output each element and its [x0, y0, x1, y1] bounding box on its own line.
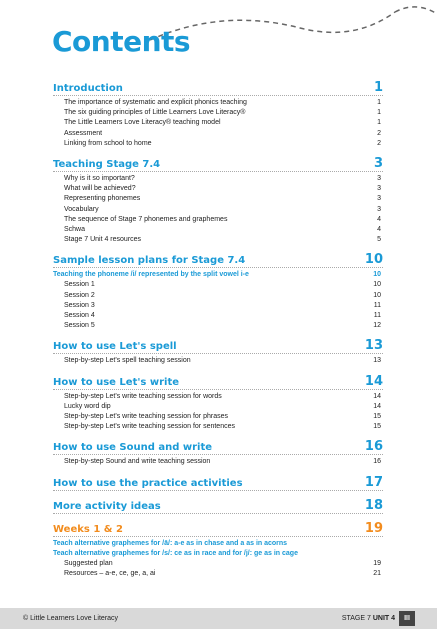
toc-entry-page: 3 [377, 195, 381, 203]
toc-entry-page: 12 [373, 322, 381, 330]
toc-entry[interactable] [53, 98, 383, 108]
toc-entry-text: What will be achieved? [64, 185, 136, 193]
toc-entry-page: 3 [377, 174, 381, 182]
toc-entry[interactable] [53, 291, 383, 301]
toc-entry-text: Session 2 [64, 291, 95, 299]
toc-entry[interactable] [53, 280, 383, 290]
toc-entry[interactable] [53, 412, 383, 422]
toc-section-heading[interactable] [53, 252, 383, 268]
toc-entry-text: Step-by-step Let's write teaching session for phrases [64, 412, 228, 420]
toc-section [53, 374, 383, 433]
toc-section-page: 17 [364, 474, 383, 490]
toc-entry[interactable] [53, 205, 383, 215]
toc-entry[interactable] [53, 139, 383, 149]
toc-entry-text: Linking from school to home [64, 139, 152, 147]
toc-entry-page: 11 [373, 312, 381, 319]
toc-section-title: How to use Let's spell [53, 341, 177, 353]
toc-entry-page: 2 [377, 129, 381, 137]
toc-entry-page: 3 [377, 185, 381, 193]
table-of-contents [53, 80, 383, 586]
toc-entry-text: Stage 7 Unit 4 resources [64, 236, 142, 244]
toc-section-heading[interactable] [53, 475, 383, 491]
toc-entry[interactable] [53, 457, 383, 467]
toc-section [53, 80, 383, 149]
toc-entry-text: Lucky word dip [64, 402, 111, 410]
toc-section-title: How to use the practice activities [53, 477, 243, 489]
toc-entry-text: Suggested plan [64, 559, 113, 567]
toc-section [53, 521, 383, 580]
toc-entry-page: 15 [373, 412, 381, 420]
toc-entry-text: Session 3 [64, 301, 95, 309]
toc-section [53, 252, 383, 331]
toc-section-heading[interactable] [53, 439, 383, 455]
toc-entry-text: Resources – a-e, ce, ge, a, ai [64, 570, 156, 578]
toc-entry-page: 2 [377, 139, 381, 147]
toc-entry[interactable] [53, 194, 383, 204]
toc-section-heading[interactable] [53, 521, 383, 537]
toc-entry-text: The importance of systematic and explicit phonics teaching [64, 99, 247, 106]
toc-entry[interactable] [53, 108, 383, 118]
toc-entry-page: 10 [373, 271, 381, 279]
toc-entry-page: 10 [373, 291, 381, 299]
toc-section-heading[interactable] [53, 338, 383, 354]
toc-entry[interactable] [53, 539, 383, 549]
toc-entry[interactable] [53, 235, 383, 245]
toc-section-heading[interactable] [53, 156, 383, 172]
toc-section-title: Weeks 1 & 2 [53, 523, 123, 535]
toc-section-title: Introduction [53, 83, 123, 94]
toc-entry[interactable] [53, 549, 383, 559]
footer-unit: UNIT 4 [372, 615, 395, 622]
footer-copyright: © Little Learners Love Literacy [23, 615, 119, 622]
toc-section-page: 10 [364, 252, 383, 268]
toc-entry-page: 1 [377, 119, 381, 127]
toc-entry-text: The sequence of Stage 7 phonemes and graphemes [64, 215, 228, 223]
footer-page-number: III [399, 611, 415, 626]
toc-entry[interactable] [53, 174, 383, 184]
toc-entry[interactable] [53, 422, 383, 432]
toc-entry-text: Representing phonemes [64, 195, 141, 203]
toc-section-page: 19 [364, 520, 383, 536]
toc-section-heading[interactable] [53, 80, 383, 96]
toc-entry-page: 4 [377, 215, 381, 223]
toc-entry-page: 14 [373, 392, 381, 400]
toc-entry[interactable] [53, 356, 383, 366]
toc-section [53, 475, 383, 491]
toc-section-heading[interactable] [53, 498, 383, 514]
toc-entry[interactable] [53, 225, 383, 235]
toc-entry[interactable] [53, 559, 383, 569]
toc-entry[interactable] [53, 321, 383, 331]
toc-entry-page: 15 [373, 423, 381, 431]
toc-entry-page: 21 [373, 570, 381, 578]
toc-entry-text: Step-by-step Sound and write teaching session [64, 458, 211, 466]
toc-entry[interactable] [53, 311, 383, 321]
toc-section [53, 338, 383, 366]
toc-entry-page: 3 [377, 205, 381, 213]
toc-section-heading[interactable] [53, 374, 383, 390]
toc-entry[interactable] [53, 215, 383, 225]
toc-entry-text: Step-by-step Let's spell teaching session [64, 357, 191, 365]
toc-entry-page: 14 [373, 402, 381, 410]
toc-entry[interactable] [53, 118, 383, 128]
toc-entry-page [381, 539, 383, 549]
toc-entry-page: 10 [373, 281, 381, 289]
toc-section-title: Sample lesson plans for Stage 7.4 [53, 255, 246, 267]
toc-section-page: 18 [364, 497, 383, 513]
toc-entry-text: Teaching the phoneme /i/ represented by the split vowel i-e [53, 271, 249, 279]
toc-entry-text: Schwa [64, 225, 86, 233]
toc-section-title: How to use Sound and write [53, 442, 213, 454]
toc-entry[interactable] [53, 402, 383, 412]
toc-entry-page: 19 [373, 559, 381, 567]
toc-section-title: More activity ideas [53, 500, 161, 512]
toc-entry-text: Session 5 [64, 322, 95, 330]
toc-entry[interactable] [53, 184, 383, 194]
page-title: Contents [52, 25, 191, 58]
toc-entry-page: 13 [373, 357, 381, 365]
toc-entry-text: Vocabulary [64, 205, 99, 213]
toc-entry-text: Step-by-step Let's write teaching session for sentences [64, 423, 235, 431]
toc-entry[interactable] [53, 270, 383, 280]
footer-stage-unit [342, 615, 395, 622]
toc-entry-text: Assessment [64, 129, 103, 137]
toc-section [53, 498, 383, 514]
toc-entry-text: Session 1 [64, 281, 95, 289]
toc-section-page: 1 [373, 80, 383, 95]
toc-section [53, 439, 383, 467]
toc-entry-page: 1 [377, 109, 381, 117]
toc-section [53, 156, 383, 245]
toc-entry[interactable] [53, 301, 383, 311]
toc-section-page: 3 [373, 155, 383, 171]
toc-entry-text: The Little Learners Love Literacy® teaching model [64, 119, 221, 127]
toc-entry-text: The six guiding principles of Little Learners Love Literacy® [64, 109, 246, 117]
toc-entry-page: 11 [373, 301, 381, 309]
toc-entry-page [381, 549, 383, 559]
toc-entry[interactable] [53, 129, 383, 139]
toc-entry-page: 5 [377, 236, 381, 244]
toc-entry-text: Why is it so important? [64, 174, 135, 182]
toc-entry-text: Session 4 [64, 312, 95, 319]
toc-entry-text: Step-by-step Let's write teaching session for words [64, 392, 222, 400]
footer-stage: STAGE 7 [341, 615, 371, 622]
toc-section-page: 14 [364, 373, 383, 389]
toc-section-title: How to use Let's write [53, 376, 180, 388]
toc-section-title: Teaching Stage 7.4 [53, 158, 161, 170]
toc-entry-page: 16 [373, 458, 381, 466]
toc-entry-page: 1 [377, 99, 381, 106]
footer [0, 608, 437, 629]
toc-entry-text: Teach alternative graphemes for /s/: ce as in race and for /j/: ge as in cage [53, 549, 298, 557]
toc-section-page: 13 [364, 338, 383, 354]
toc-entry-page: 4 [377, 225, 381, 233]
toc-entry[interactable] [53, 569, 383, 579]
toc-section-page: 16 [364, 439, 383, 455]
toc-entry-text: Teach alternative graphemes for /ā/: a-e as in chase and a as in acorns [53, 539, 288, 547]
toc-entry[interactable] [53, 392, 383, 402]
